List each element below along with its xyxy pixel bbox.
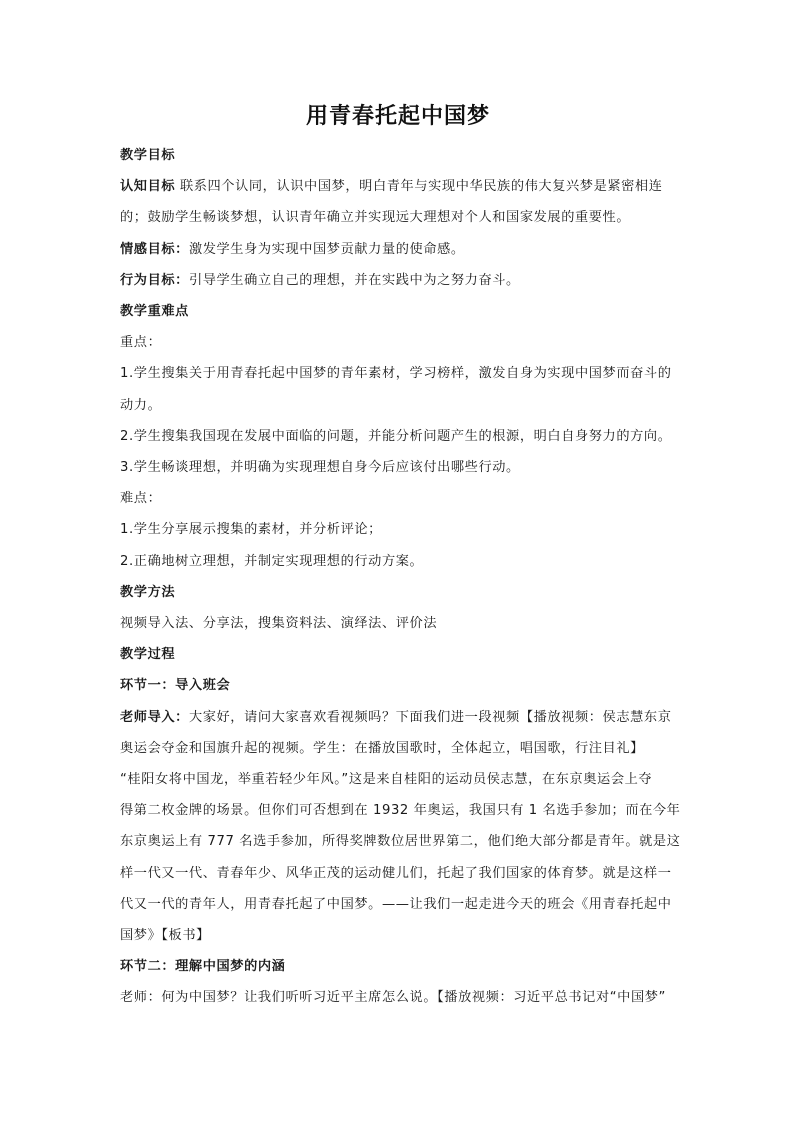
paragraph-line: 样一代又一代、青春年少、风华正茂的运动健儿们，托起了我们国家的体育梦。就是这样一 — [120, 865, 672, 881]
paragraph-line: 重点： — [120, 335, 162, 351]
line-label: 认知目标 — [120, 179, 176, 195]
section-heading: 教学目标 — [120, 148, 176, 163]
paragraph-line: 动力。 — [120, 397, 162, 413]
paragraph-line: 1.学生搜集关于用青春托起中国梦的青年素材，学习榜样，激发自身为实现中国梦而奋斗的 — [120, 366, 672, 382]
paragraph-line: 1.学生分享展示搜集的素材，并分析评论； — [120, 522, 382, 538]
paragraph-line: 奥运会夺金和国旗升起的视频。学生：在播放国歌时，全体起立，唱国歌，行注目礼】 — [120, 740, 644, 756]
paragraph-line: 2.学生搜集我国现在发展中面临的问题，并能分析问题产生的根源，明白自身努力的方向。 — [120, 428, 672, 444]
labelled-paragraph-line — [120, 240, 680, 260]
document-title: 用青春托起中国梦 — [305, 104, 490, 129]
paragraph-line: 难点： — [120, 491, 162, 507]
line-text: 联系四个认同，认识中国梦，明白青年与实现中华民族的伟大复兴梦是紧密相连 — [175, 179, 663, 195]
labelled-paragraph-line — [120, 271, 680, 291]
section-heading: 环节一：导入班会 — [120, 678, 231, 694]
section-heading: 教学重难点 — [120, 304, 189, 319]
section-heading: 教学方法 — [120, 584, 176, 600]
paragraph-line: 东京奥运上有 777 名选手参加，所得奖牌数位居世界第二，他们绝大部分都是青年。就是这 — [120, 834, 681, 850]
paragraph-line: 视频导入法、分享法，搜集资料法、演绎法、评价法 — [120, 616, 438, 631]
paragraph-line: 老师：何为中国梦？让我们听听习近平主席怎么说。【播放视频：习近平总书记对“中国梦” — [120, 990, 666, 1006]
paragraph-line: 得第二枚金牌的场景。但你们可否想到在 1932 年奥运，我国只有 1 名选手参加；而在今年 — [120, 803, 681, 819]
paragraph-line: “桂阳女将中国龙，举重若轻少年风。”这是来自桂阳的运动员侯志慧，在东京奥运会上夺 — [120, 772, 653, 787]
line-label: 老师导入： — [120, 709, 189, 725]
line-label: 情感目标： — [120, 241, 189, 257]
paragraph-line: 2.正确地树立理想，并制定实现理想的行动方案。 — [120, 553, 424, 569]
line-text: 大家好，请问大家喜欢看视频吗？下面我们进一段视频【播放视频：侯志慧东京 — [188, 709, 672, 725]
labelled-paragraph-line — [120, 708, 680, 728]
line-label: 行为目标： — [120, 272, 189, 288]
paragraph-line: 代又一代的青年人，用青春托起了中国梦。——让我们一起走进今天的班会《用青春托起中 — [120, 896, 672, 912]
paragraph-line: 3.学生畅谈理想，并明确为实现理想自身今后应该付出哪些行动。 — [120, 460, 520, 475]
labelled-paragraph-line — [120, 177, 680, 197]
section-heading: 环节二：理解中国梦的内涵 — [120, 959, 286, 975]
paragraph-line: 国梦》【板书】 — [120, 928, 210, 943]
line-text: 激发学生身为实现中国梦贡献力量的使命感。 — [188, 241, 465, 257]
line-text: 引导学生确立自己的理想，并在实践中为之努力奋斗。 — [188, 272, 520, 288]
paragraph-line: 的；鼓励学生畅谈梦想，认识青年确立并实现远大理想对个人和国家发展的重要性。 — [120, 210, 631, 226]
section-heading: 教学过程 — [120, 647, 176, 663]
